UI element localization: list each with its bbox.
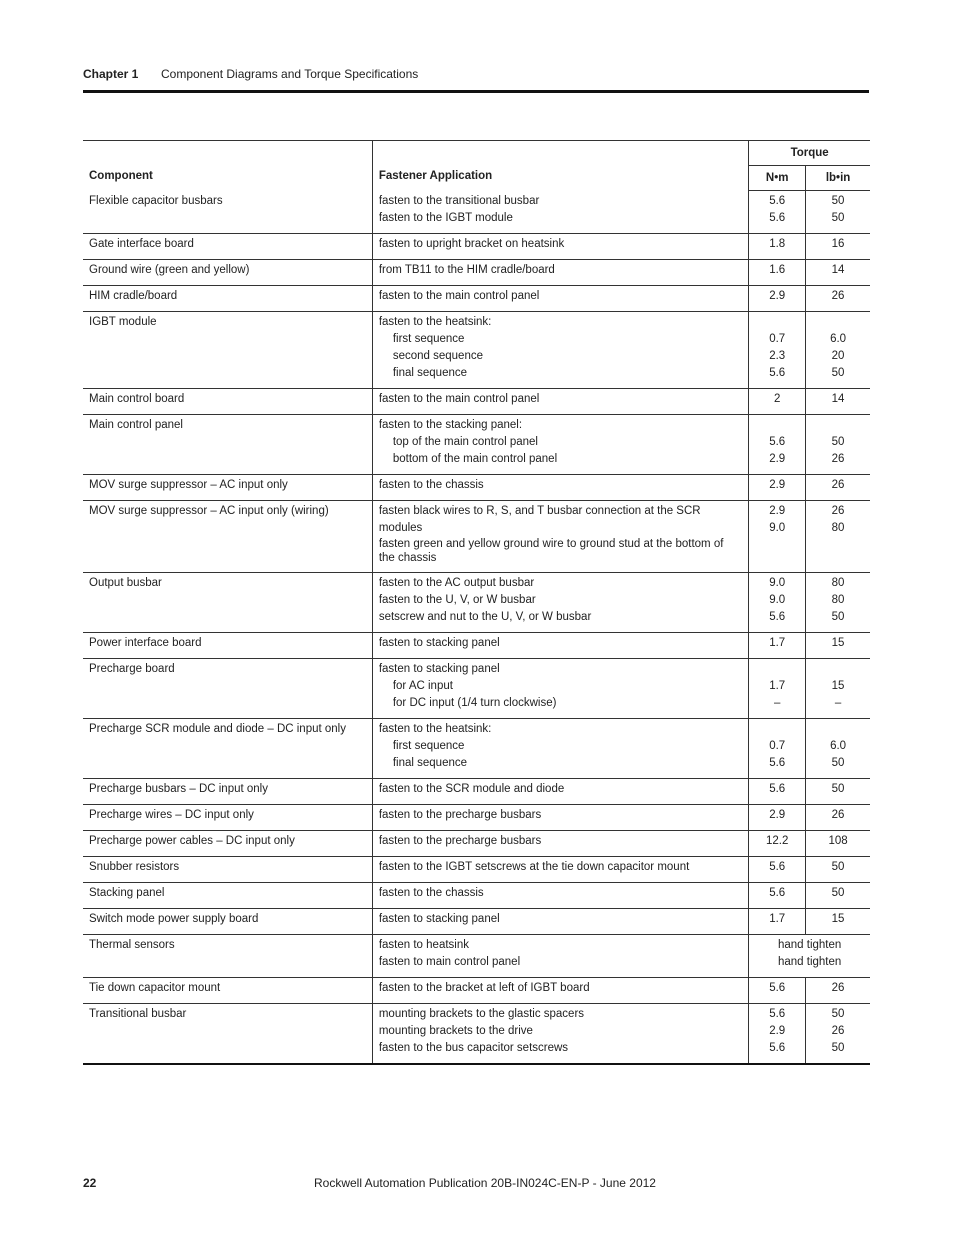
lbin-value: 50 bbox=[831, 611, 845, 623]
lbin-cell bbox=[806, 415, 870, 475]
lbin-value: 80 bbox=[831, 522, 845, 534]
fastener-cell bbox=[372, 719, 748, 779]
nm-value: 5.6 bbox=[769, 436, 786, 448]
lbin-value bbox=[812, 314, 864, 331]
torque-cell bbox=[749, 935, 870, 978]
lbin-value: 26 bbox=[831, 1025, 845, 1037]
nm-cell bbox=[749, 659, 806, 719]
table-row bbox=[83, 909, 870, 935]
component-column-header: Component bbox=[83, 141, 372, 191]
lbin-value: 16 bbox=[831, 238, 845, 250]
nm-value: 12.2 bbox=[765, 835, 789, 847]
lbin-value: 14 bbox=[831, 393, 845, 405]
component-cell: Main control panel bbox=[89, 419, 183, 431]
nm-value: 5.6 bbox=[769, 982, 786, 994]
nm-cell bbox=[749, 260, 806, 286]
lbin-value: 6.0 bbox=[830, 333, 847, 345]
table-row bbox=[83, 260, 870, 286]
lbin-cell bbox=[806, 475, 870, 501]
page-number: 22 bbox=[83, 1176, 97, 1190]
publication-info: Rockwell Automation Publication 20B-IN024C-EN-P - June 2012 bbox=[314, 1176, 656, 1190]
component-cell: Snubber resistors bbox=[89, 861, 180, 873]
component-cell: Precharge board bbox=[89, 663, 175, 675]
fastener-cell bbox=[372, 389, 748, 415]
lbin-cell bbox=[806, 191, 870, 234]
torque-value: hand tighten bbox=[777, 956, 842, 968]
nm-value: 0.7 bbox=[769, 740, 786, 752]
nm-cell bbox=[749, 415, 806, 475]
table-row bbox=[83, 286, 870, 312]
lbin-cell bbox=[806, 234, 870, 260]
fastener-cell bbox=[372, 501, 748, 573]
chapter-label: Chapter 1 bbox=[83, 67, 139, 81]
component-cell: Flexible capacitor busbars bbox=[89, 194, 223, 207]
nm-value: 1.7 bbox=[769, 913, 786, 925]
lbin-value bbox=[812, 661, 864, 678]
nm-value: 5.6 bbox=[769, 611, 786, 623]
fastener-line: fasten to the stacking panel: bbox=[378, 419, 523, 431]
fastener-cell bbox=[372, 883, 748, 909]
fastener-line: fasten to stacking panel bbox=[378, 663, 500, 675]
nm-value: 2.3 bbox=[769, 350, 786, 362]
fastener-line: fasten to stacking panel bbox=[378, 913, 500, 925]
lbin-value: 15 bbox=[831, 637, 845, 649]
fastener-line: first sequence bbox=[392, 333, 465, 345]
fastener-line: fasten green and yellow ground wire to ground stud at the bottom of the chassis bbox=[378, 538, 724, 564]
fastener-cell bbox=[372, 779, 748, 805]
table-row bbox=[83, 978, 870, 1004]
fastener-line: fasten to the main control panel bbox=[378, 393, 540, 405]
lbin-value: 26 bbox=[831, 290, 845, 302]
lbin-value: 50 bbox=[831, 887, 845, 899]
lbin-cell bbox=[806, 805, 870, 831]
nm-value: 2 bbox=[773, 393, 781, 405]
component-cell: Switch mode power supply board bbox=[89, 913, 259, 925]
lbin-value: 26 bbox=[831, 982, 845, 994]
fastener-cell bbox=[372, 805, 748, 831]
table-row bbox=[83, 573, 870, 633]
nm-cell bbox=[749, 1004, 806, 1065]
page-header bbox=[83, 66, 869, 93]
lbin-value: 15 bbox=[831, 680, 845, 692]
table-row bbox=[83, 234, 870, 260]
fastener-line: fasten to the transitional busbar bbox=[378, 194, 540, 207]
fastener-line: fasten to the heatsink: bbox=[378, 723, 492, 735]
fastener-cell bbox=[372, 573, 748, 633]
fastener-cell bbox=[372, 1004, 748, 1065]
fastener-line: second sequence bbox=[392, 350, 483, 362]
lbin-value bbox=[812, 417, 864, 434]
component-cell: Stacking panel bbox=[89, 887, 165, 899]
lbin-cell bbox=[806, 883, 870, 909]
nm-value: – bbox=[773, 697, 781, 709]
component-cell: MOV surge suppressor – AC input only bbox=[89, 479, 288, 491]
fastener-cell bbox=[372, 286, 748, 312]
fastener-line: final sequence bbox=[392, 757, 468, 769]
nm-cell bbox=[749, 978, 806, 1004]
table-row bbox=[83, 935, 870, 978]
component-cell: Ground wire (green and yellow) bbox=[89, 264, 250, 276]
component-cell: Precharge wires – DC input only bbox=[89, 809, 254, 821]
lbin-value: 14 bbox=[831, 264, 845, 276]
nm-cell bbox=[749, 501, 806, 573]
nm-cell bbox=[749, 573, 806, 633]
component-cell: HIM cradle/board bbox=[89, 290, 178, 302]
lbin-cell bbox=[806, 633, 870, 659]
fastener-cell bbox=[372, 475, 748, 501]
lbin-cell bbox=[806, 779, 870, 805]
fastener-column-header: Fastener Application bbox=[372, 141, 748, 191]
lbin-value: 26 bbox=[831, 453, 845, 465]
table-row bbox=[83, 857, 870, 883]
nm-value: 5.6 bbox=[769, 367, 786, 379]
fastener-cell bbox=[372, 260, 748, 286]
nm-cell bbox=[749, 805, 806, 831]
fastener-cell bbox=[372, 857, 748, 883]
nm-value: 5.6 bbox=[769, 861, 786, 873]
table-row bbox=[83, 191, 870, 234]
fastener-line: fasten to the chassis bbox=[378, 479, 484, 491]
component-cell: Precharge busbars – DC input only bbox=[89, 783, 268, 795]
fastener-line: fasten to the IGBT module bbox=[378, 211, 513, 224]
nm-value bbox=[755, 661, 799, 678]
nm-value: 5.6 bbox=[769, 783, 786, 795]
component-cell: Thermal sensors bbox=[89, 939, 175, 951]
table-row bbox=[83, 805, 870, 831]
nm-value: 1.7 bbox=[769, 680, 786, 692]
nm-value: 1.7 bbox=[769, 637, 786, 649]
fastener-cell bbox=[372, 909, 748, 935]
nm-cell bbox=[749, 475, 806, 501]
lbin-cell bbox=[806, 831, 870, 857]
fastener-line: final sequence bbox=[392, 367, 468, 379]
fastener-line: from TB11 to the HIM cradle/board bbox=[378, 264, 555, 276]
lbin-value: 50 bbox=[831, 783, 845, 795]
table-row bbox=[83, 719, 870, 779]
fastener-line: fasten to upright bracket on heatsink bbox=[378, 238, 565, 250]
component-cell: MOV surge suppressor – AC input only (wiring) bbox=[89, 505, 329, 517]
lbin-cell bbox=[806, 719, 870, 779]
fastener-line: bottom of the main control panel bbox=[392, 453, 558, 465]
torque-column-header: Torque bbox=[749, 141, 870, 166]
fastener-line: fasten to the precharge busbars bbox=[378, 835, 542, 847]
component-cell: IGBT module bbox=[89, 316, 157, 328]
table-row bbox=[83, 415, 870, 475]
fastener-cell bbox=[372, 633, 748, 659]
fastener-line: fasten to heatsink bbox=[378, 939, 469, 951]
nm-value bbox=[755, 721, 799, 738]
lbin-cell bbox=[806, 260, 870, 286]
nm-value: 5.6 bbox=[769, 757, 786, 769]
fastener-cell bbox=[372, 191, 748, 234]
nm-value: 9.0 bbox=[769, 522, 786, 534]
nm-value: 9.0 bbox=[769, 594, 786, 606]
nm-value: 1.8 bbox=[769, 238, 786, 250]
nm-cell bbox=[749, 779, 806, 805]
lbin-value: 26 bbox=[831, 479, 845, 491]
nm-column-header: N•m bbox=[749, 166, 806, 191]
table-row bbox=[83, 312, 870, 389]
lbin-value: 50 bbox=[831, 1042, 845, 1054]
nm-value: 2.9 bbox=[769, 290, 786, 302]
lbin-value: 108 bbox=[828, 835, 848, 847]
component-cell: Gate interface board bbox=[89, 238, 194, 250]
fastener-line: fasten to the heatsink: bbox=[378, 316, 492, 328]
lbin-cell bbox=[806, 312, 870, 389]
lbin-value: 6.0 bbox=[830, 740, 847, 752]
nm-cell bbox=[749, 883, 806, 909]
fastener-cell bbox=[372, 312, 748, 389]
lbin-cell bbox=[806, 573, 870, 633]
nm-cell bbox=[749, 234, 806, 260]
nm-value: 5.6 bbox=[769, 1042, 786, 1054]
lbin-cell bbox=[806, 857, 870, 883]
nm-value: 5.6 bbox=[769, 212, 786, 224]
fastener-line: mounting brackets to the drive bbox=[378, 1025, 533, 1037]
nm-value: 0.7 bbox=[769, 333, 786, 345]
nm-cell bbox=[749, 719, 806, 779]
nm-cell bbox=[749, 286, 806, 312]
table-row bbox=[83, 831, 870, 857]
fastener-line: fasten to the IGBT setscrews at the tie down capacitor mount bbox=[378, 861, 690, 873]
nm-value: 2.9 bbox=[769, 1025, 786, 1037]
component-cell: Transitional busbar bbox=[89, 1008, 187, 1020]
fastener-cell bbox=[372, 978, 748, 1004]
table-body bbox=[83, 191, 870, 1065]
component-cell: Precharge SCR module and diode – DC input only bbox=[89, 723, 346, 735]
fastener-line: fasten to the U, V, or W busbar bbox=[378, 594, 536, 606]
component-cell: Power interface board bbox=[89, 637, 202, 649]
lbin-cell bbox=[806, 659, 870, 719]
lbin-value: 50 bbox=[831, 436, 845, 448]
nm-value: 2.9 bbox=[769, 453, 786, 465]
fastener-cell bbox=[372, 831, 748, 857]
lbin-column-header: lb•in bbox=[806, 166, 870, 191]
nm-value bbox=[755, 417, 799, 434]
fastener-line: fasten to the chassis bbox=[378, 887, 484, 899]
lbin-cell bbox=[806, 389, 870, 415]
lbin-value: 80 bbox=[831, 577, 845, 589]
table-row bbox=[83, 883, 870, 909]
lbin-value: – bbox=[834, 697, 842, 709]
lbin-cell bbox=[806, 909, 870, 935]
nm-value: 9.0 bbox=[769, 577, 786, 589]
nm-value: 1.6 bbox=[769, 264, 786, 276]
lbin-value: 50 bbox=[831, 757, 845, 769]
lbin-value: 50 bbox=[831, 367, 845, 379]
component-cell: Main control board bbox=[89, 393, 185, 405]
fastener-line: fasten to stacking panel bbox=[378, 637, 500, 649]
lbin-cell bbox=[806, 286, 870, 312]
chapter-title: Component Diagrams and Torque Specifications bbox=[161, 67, 419, 81]
nm-cell bbox=[749, 191, 806, 234]
lbin-value: 26 bbox=[831, 809, 845, 821]
fastener-line: mounting brackets to the glastic spacers bbox=[378, 1008, 585, 1020]
table-row bbox=[83, 633, 870, 659]
table-row bbox=[83, 501, 870, 573]
nm-cell bbox=[749, 312, 806, 389]
lbin-value: 50 bbox=[831, 195, 845, 207]
lbin-value bbox=[812, 721, 864, 738]
torque-value: hand tighten bbox=[777, 939, 842, 951]
fastener-line: for DC input (1/4 turn clockwise) bbox=[392, 697, 557, 709]
fastener-line: first sequence bbox=[392, 740, 465, 752]
component-cell: Output busbar bbox=[89, 577, 162, 589]
fastener-line: fasten black wires to R, S, and T busbar connection at the SCR modules bbox=[378, 505, 701, 534]
component-cell: Tie down capacitor mount bbox=[89, 982, 221, 994]
table-row bbox=[83, 779, 870, 805]
lbin-cell bbox=[806, 978, 870, 1004]
lbin-value: 26 bbox=[831, 505, 845, 517]
fastener-cell bbox=[372, 415, 748, 475]
lbin-value: 20 bbox=[831, 350, 845, 362]
lbin-value: 50 bbox=[831, 861, 845, 873]
fastener-cell bbox=[372, 935, 748, 978]
fastener-line: setscrew and nut to the U, V, or W busbar bbox=[378, 611, 592, 623]
fastener-line: fasten to the main control panel bbox=[378, 290, 540, 302]
table-row bbox=[83, 389, 870, 415]
fastener-line: fasten to the bus capacitor setscrews bbox=[378, 1042, 569, 1054]
nm-cell bbox=[749, 831, 806, 857]
fastener-line: top of the main control panel bbox=[392, 436, 538, 448]
fastener-line: for AC input bbox=[392, 680, 453, 692]
fastener-cell bbox=[372, 234, 748, 260]
fastener-line: fasten to the SCR module and diode bbox=[378, 783, 565, 795]
component-cell: Precharge power cables – DC input only bbox=[89, 835, 295, 847]
nm-value: 5.6 bbox=[769, 195, 786, 207]
lbin-value: 80 bbox=[831, 594, 845, 606]
fastener-line: fasten to the AC output busbar bbox=[378, 577, 535, 589]
nm-value: 5.6 bbox=[769, 1008, 786, 1020]
lbin-value: 15 bbox=[831, 913, 845, 925]
nm-value: 2.9 bbox=[769, 809, 786, 821]
fastener-cell bbox=[372, 659, 748, 719]
table-row bbox=[83, 1004, 870, 1065]
fastener-line: fasten to the precharge busbars bbox=[378, 809, 542, 821]
nm-cell bbox=[749, 857, 806, 883]
lbin-value: 50 bbox=[831, 212, 845, 224]
lbin-cell bbox=[806, 501, 870, 573]
nm-value: 5.6 bbox=[769, 887, 786, 899]
fastener-line: fasten to the bracket at left of IGBT board bbox=[378, 982, 590, 994]
table-row bbox=[83, 475, 870, 501]
nm-cell bbox=[749, 389, 806, 415]
lbin-value: 50 bbox=[831, 1008, 845, 1020]
nm-value bbox=[755, 314, 799, 331]
nm-value: 2.9 bbox=[769, 505, 786, 517]
nm-value: 2.9 bbox=[769, 479, 786, 491]
nm-cell bbox=[749, 633, 806, 659]
table-row bbox=[83, 659, 870, 719]
torque-spec-table bbox=[83, 140, 870, 1065]
nm-cell bbox=[749, 909, 806, 935]
lbin-cell bbox=[806, 1004, 870, 1065]
fastener-line: fasten to main control panel bbox=[378, 956, 521, 968]
